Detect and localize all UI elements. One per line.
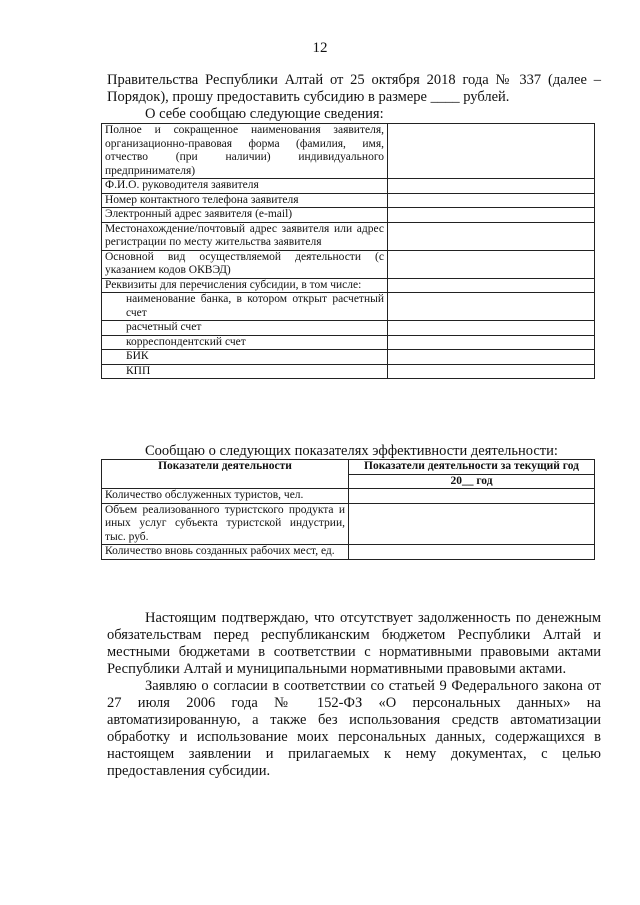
info-row-value-field[interactable]: [388, 250, 595, 278]
page-number: 12: [312, 40, 328, 56]
applicant-info-table: [101, 123, 595, 379]
info-row-value-field[interactable]: [388, 293, 595, 321]
info-table-row: [102, 179, 595, 194]
declaration-paragraph-2: Заявляю о согласии в соответствии со статьей 9 Федерального закона от 27 июля 2006 года № 152-ФЗ «О персональных данных» на автоматизированную, а также без использования средств автоматизации обработку и использование моих персональных данных, содержащихся в настоящем заявлении и прилагаемых к нему документах, с целью предоставления субсидии.: [107, 678, 601, 779]
info-table-row: [102, 278, 595, 293]
info-row-value-field[interactable]: [388, 124, 595, 179]
info-table-row: [102, 193, 595, 208]
info-row-label: Основной вид осуществляемой деятельности (с указанием кодов ОКВЭД): [102, 250, 388, 278]
info-row-label: Номер контактного телефона заявителя: [102, 193, 388, 208]
info-table-row: [102, 321, 595, 336]
indicators-year-col-header: Показатели деятельности за текущий год: [349, 460, 595, 475]
info-row-value-field[interactable]: [388, 193, 595, 208]
indicator-value-field[interactable]: [349, 503, 595, 545]
info-row-label: расчетный счет: [102, 321, 388, 336]
info-row-value-field[interactable]: [388, 222, 595, 250]
info-row-value-field[interactable]: [388, 208, 595, 223]
declaration-text: [107, 610, 601, 780]
info-row-label: корреспондентский счет: [102, 335, 388, 350]
info-table-row: [102, 124, 595, 179]
indicators-table: [101, 459, 595, 560]
info-table-row: [102, 208, 595, 223]
intro-caption: О себе сообщаю следующие сведения:: [145, 106, 384, 122]
intro-text: [107, 72, 601, 123]
info-row-label: КПП: [102, 364, 388, 379]
info-table-row: [102, 250, 595, 278]
info-row-value-field[interactable]: [388, 321, 595, 336]
declaration-paragraph-1: Настоящим подтверждаю, что отсутствует задолженность по денежным обязательствам перед республиканским бюджетом Республики Алтай и местными бюджетами в соответствии с нормативными правовыми актами Республики Алтай и муниципальными нормативными правовыми актами.: [107, 610, 601, 677]
indicators-year-label: 20__ год: [349, 474, 595, 489]
intro-paragraph: Правительства Республики Алтай от 25 октября 2018 года № 337 (далее – Порядок), прошу предоставить субсидию в размере ____ рублей.: [107, 72, 601, 105]
indicators-caption: Сообщаю о следующих показателях эффективности деятельности:: [145, 443, 558, 459]
info-row-value-field[interactable]: [388, 278, 595, 293]
info-row-label: Реквизиты для перечисления субсидии, в том числе:: [102, 278, 388, 293]
info-table-row: [102, 293, 595, 321]
info-table-row: [102, 364, 595, 379]
indicator-label: Количество обслуженных туристов, чел.: [102, 489, 349, 504]
indicators-col-header: Показатели деятельности: [102, 460, 349, 489]
info-row-label: Местонахождение/почтовый адрес заявителя или адрес регистрации по месту жительства заявителя: [102, 222, 388, 250]
info-row-label: Полное и сокращенное наименования заявителя, организационно-правовая форма (фамилия, имя, отчество (при наличии) индивидуального предпринимателя): [102, 124, 388, 179]
info-row-label: Ф.И.О. руководителя заявителя: [102, 179, 388, 194]
info-row-label: БИК: [102, 350, 388, 365]
info-row-value-field[interactable]: [388, 364, 595, 379]
indicators-table-row: [102, 545, 595, 560]
info-row-value-field[interactable]: [388, 350, 595, 365]
indicator-value-field[interactable]: [349, 545, 595, 560]
info-row-label: Электронный адрес заявителя (e-mail): [102, 208, 388, 223]
info-row-label: наименование банка, в котором открыт расчетный счет: [102, 293, 388, 321]
info-row-value-field[interactable]: [388, 179, 595, 194]
indicators-table-row: [102, 489, 595, 504]
info-table-row: [102, 335, 595, 350]
info-table-row: [102, 350, 595, 365]
indicator-label: Объем реализованного туристского продукта и иных услуг субъекта туристской индустрии, тыс. руб.: [102, 503, 349, 545]
info-row-value-field[interactable]: [388, 335, 595, 350]
indicators-table-row: [102, 503, 595, 545]
indicator-value-field[interactable]: [349, 489, 595, 504]
info-table-row: [102, 222, 595, 250]
indicator-label: Количество вновь созданных рабочих мест, ед.: [102, 545, 349, 560]
